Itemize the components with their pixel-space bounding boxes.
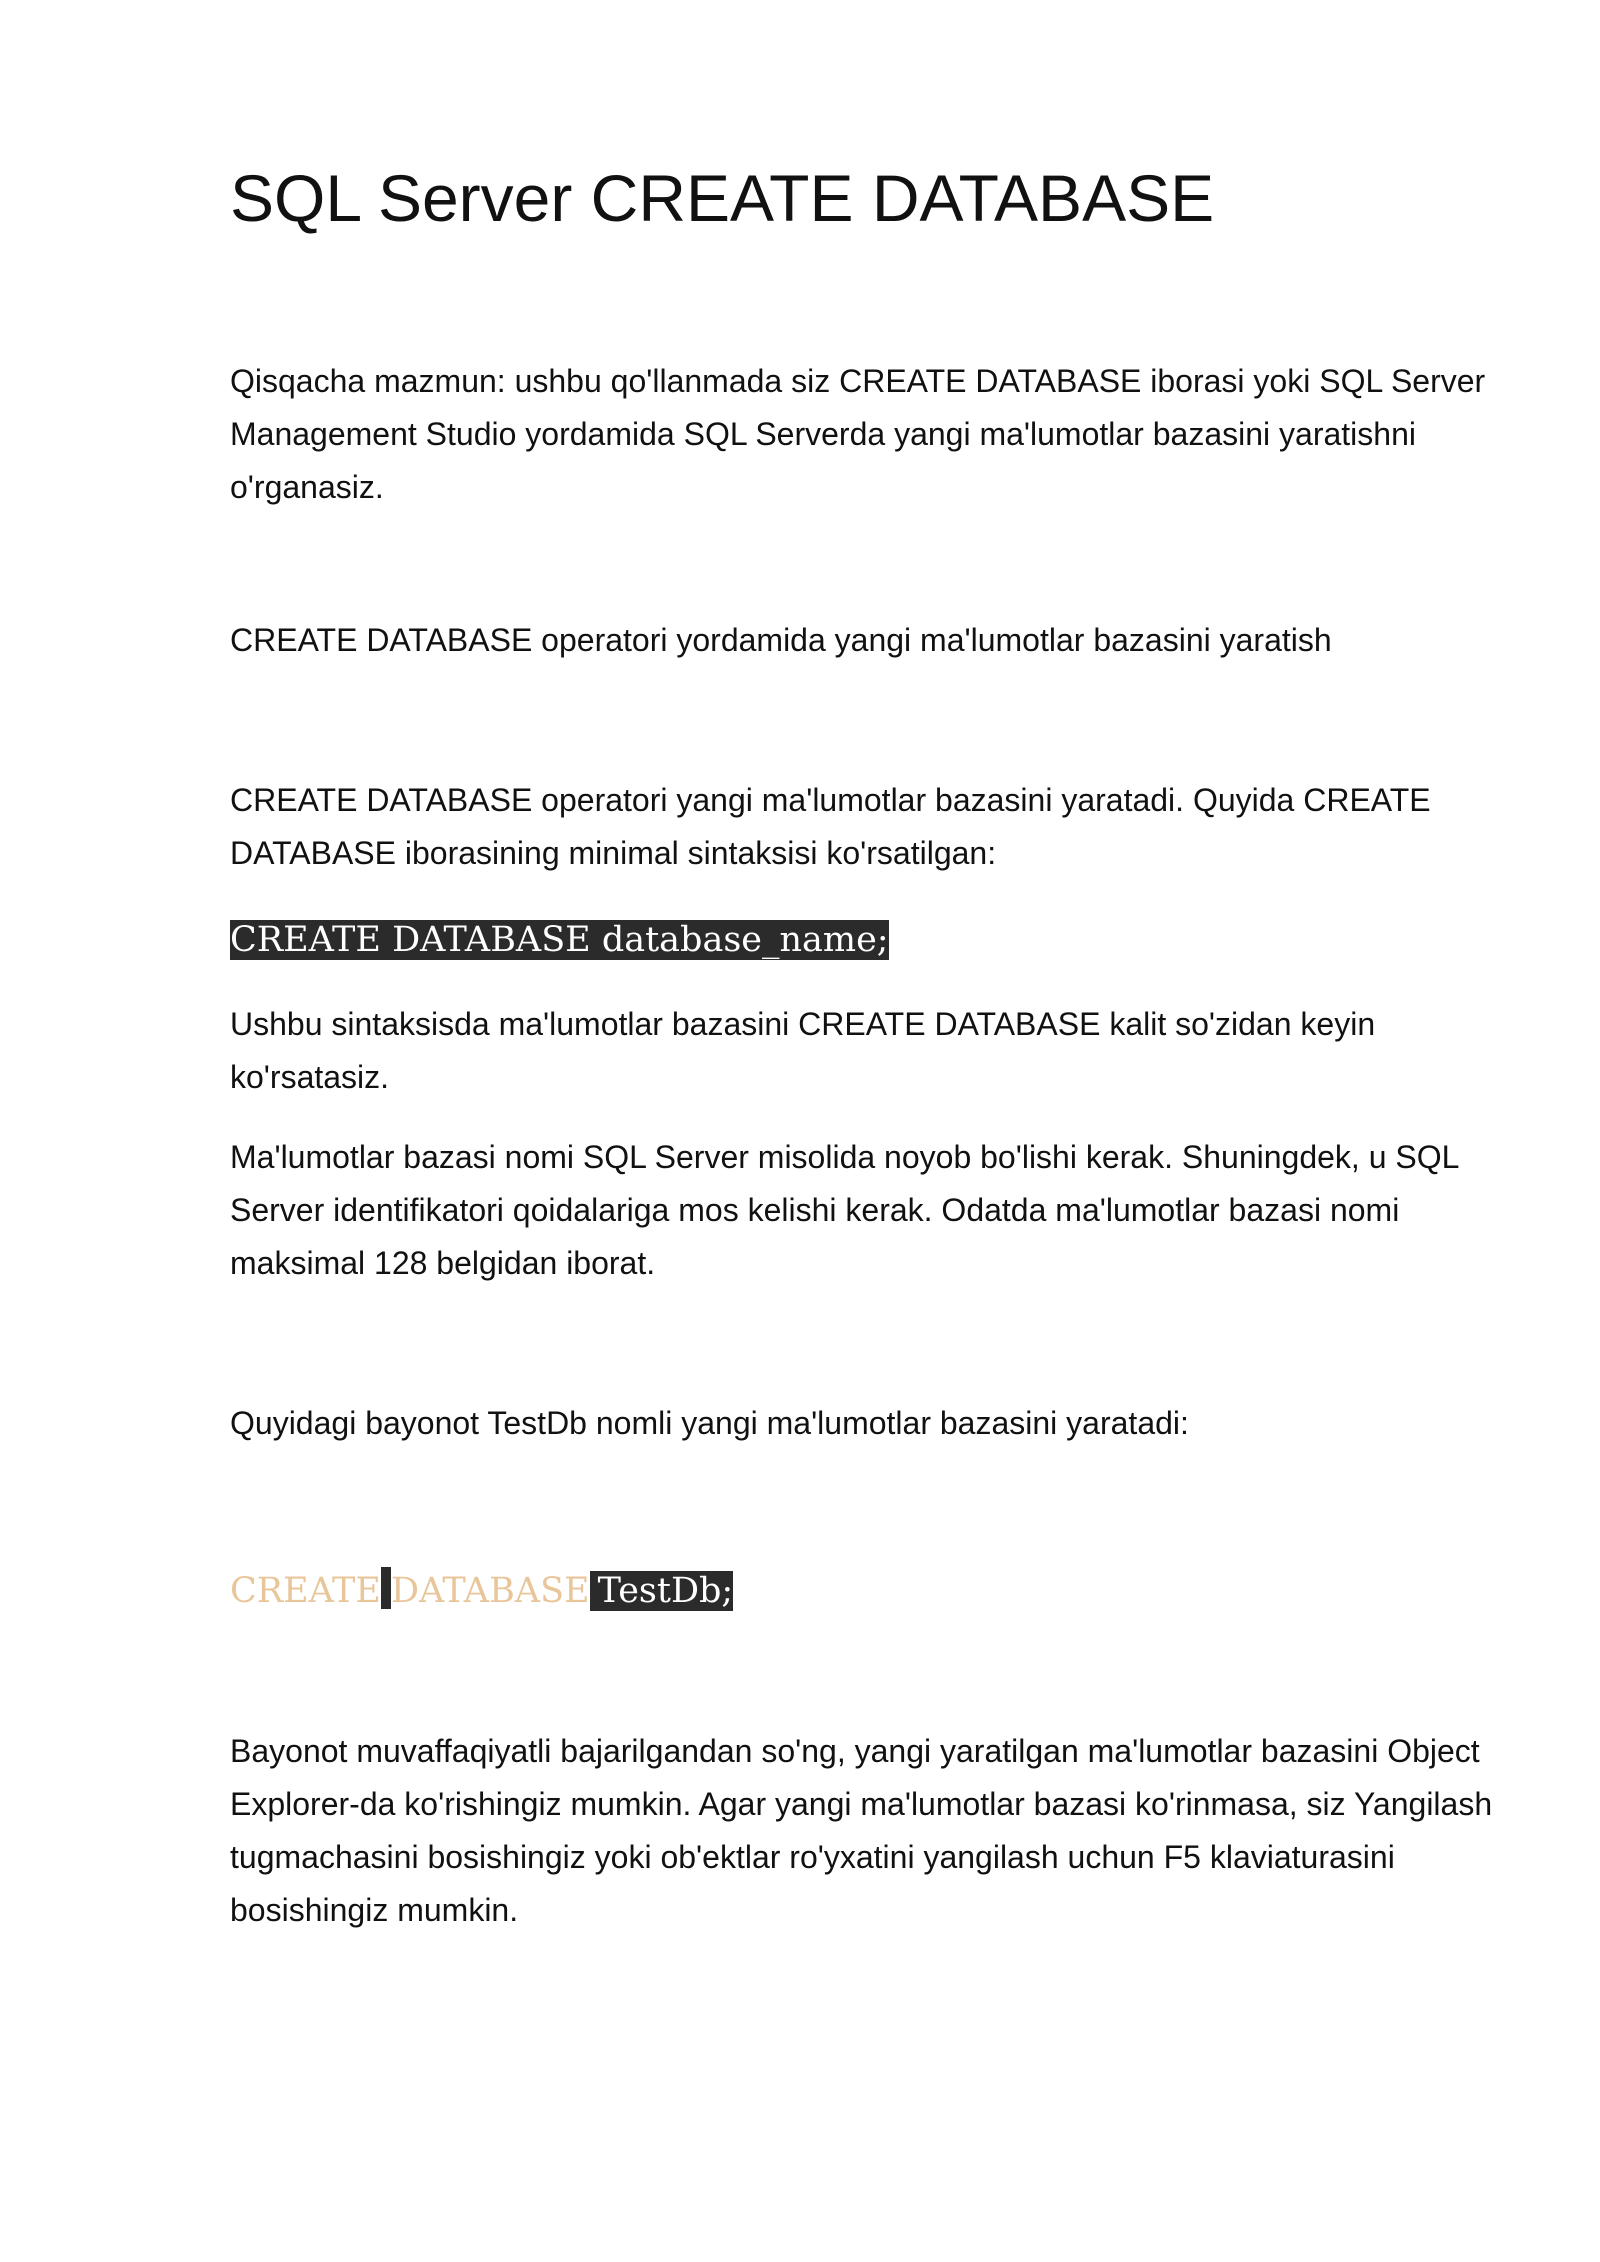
intro-paragraph: CREATE DATABASE operatori yangi ma'lumotlar bazasini yaratadi. Quyida CREATE DATABASE iborasining minimal sintaksisi ko'rsatilgan: <box>230 782 1431 871</box>
page-title: SQL Server CREATE DATABASE <box>230 161 1215 235</box>
code-separator <box>381 1567 391 1609</box>
code-identifier: TestDb; <box>590 1571 734 1611</box>
example-code-block <box>230 1567 733 1614</box>
example-intro-paragraph: Quyidagi bayonot TestDb nomli yangi ma'lumotlar bazasini yaratadi: <box>230 1405 1189 1441</box>
result-paragraph: Bayonot muvaffaqiyatli bajarilgandan so'ng, yangi yaratilgan ma'lumotlar bazasini Object Explorer-da ko'rishingiz mumkin. Agar yangi ma'lumotlar bazasi ko'rinmasa, siz Yangilash tugmachasini bosishingiz yoki ob'ektlar ro'yxatini yangilash uchun F5 klaviaturasini bosishingiz mumkin. <box>230 1733 1493 1928</box>
code-keyword-database: DATABASE <box>390 1571 590 1611</box>
syntax-code-text: CREATE DATABASE database_name; <box>230 920 889 960</box>
syntax-explanation-paragraph: Ushbu sintaksisda ma'lumotlar bazasini CREATE DATABASE kalit so'zidan keyin ko'rsatasiz. <box>230 1006 1376 1095</box>
syntax-code-block <box>230 917 889 963</box>
code-keyword-create: CREATE <box>230 1571 381 1611</box>
summary-paragraph: Qisqacha mazmun: ushbu qo'llanmada siz CREATE DATABASE iborasi yoki SQL Server Management Studio yordamida SQL Serverda yangi ma'lumotlar bazasini yaratishni o'rganasiz. <box>230 363 1486 505</box>
section-heading: CREATE DATABASE operatori yordamida yangi ma'lumotlar bazasini yaratish <box>230 622 1332 658</box>
naming-rules-paragraph: Ma'lumotlar bazasi nomi SQL Server misolida noyob bo'lishi kerak. Shuningdek, u SQL Server identifikatori qoidalariga mos kelishi kerak. Odatda ma'lumotlar bazasi nomi maksimal 128 belgidan iborat. <box>230 1139 1459 1281</box>
